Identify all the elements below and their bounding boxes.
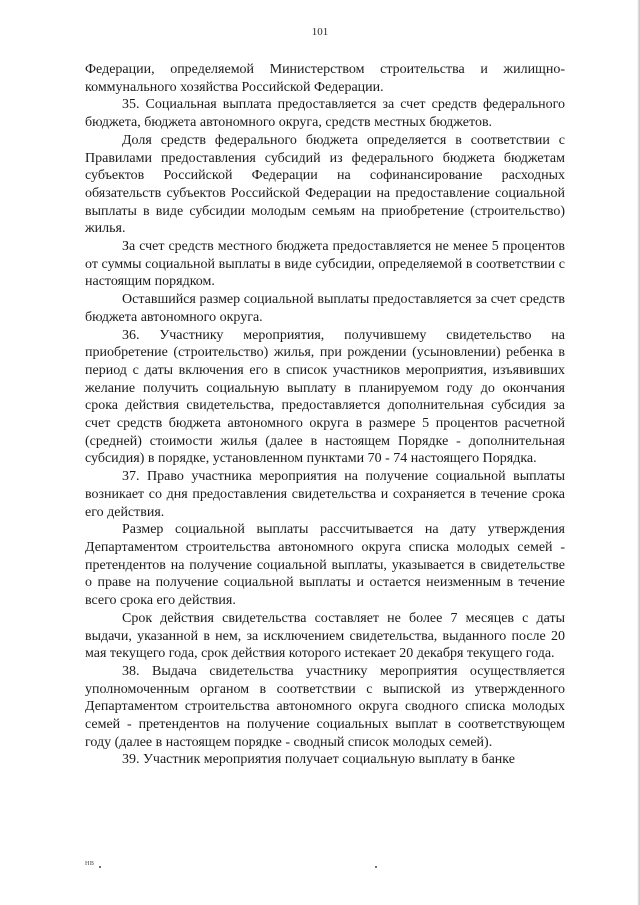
scan-dot — [375, 866, 377, 868]
paragraph: 35. Социальная выплата предоставляется за счет средств федерального бюджета, бюджета автономного округа, средств местных бюджетов. — [85, 97, 565, 131]
scan-dot — [99, 866, 101, 868]
paragraph: 39. Участник мероприятия получает социальную выплату в банке — [122, 752, 515, 768]
paragraph: За счет средств местного бюджета предоставляется не менее 5 процентов от суммы социальной выплаты в виде субсидии, определяемой в соответствии с настоящим порядком. — [85, 239, 565, 290]
paragraph: Доля средств федерального бюджета определяется в соответствии с Правилами предоставления субсидий из федерального бюджета бюджетам субъектов Российской Федерации на софинансирование расходных обязательств субъектов Российской Федерации на предоставление социальной выплаты в виде субсидии молодым семьям на приобретение (строительство) жилья. — [85, 132, 565, 237]
paragraph: Размер социальной выплаты рассчитывается на дату утверждения Департаментом строительства автономного округа списка молодых семей - претендентов на получение социальной выплаты, указывается в свидетельстве о праве на получение социальной выплаты и остается неизменным в течение всего срока его действия. — [85, 522, 565, 609]
paragraph: Оставшийся размер социальной выплаты предоставляется за счет средств бюджета автономного округа. — [85, 292, 565, 325]
document-body — [85, 61, 565, 769]
paragraph: 38. Выдача свидетельства участнику мероприятия осуществляется уполномоченным органом в соответствии с выпиской из утвержденного Департаментом строительства автономного округа сводного списка молодых семей - претендентов на получение социальных выплат в соответствующем году (далее в настоящем порядке - сводный список молодых семей). — [85, 663, 565, 750]
paragraph: Срок действия свидетельства составляет не более 7 месяцев с даты выдачи, указанной в нем, за исключением свидетельства, выданного после 20 мая текущего года, срок действия которого истекает 20 декабря текущего года. — [85, 610, 565, 662]
page-number: 101 — [311, 26, 329, 38]
paragraph: Федерации, определяемой Министерством строительства и жилищно-коммунального хозяйства Российской Федерации. — [85, 62, 565, 95]
footer-mark: HB — [85, 861, 95, 867]
paragraph: 36. Участнику мероприятия, получившему свидетельство на приобретение (строительство) жилья, при рождении (усыновлении) ребенка в период с даты включения его в список участников мероприятия, изъявивших желание получить социальную выплату в планируемом году до окончания срока действия свидетельства, предоставляется дополнительная субсидия за счет средств бюджета автономного округа в размере 5 процентов расчетной (средней) стоимости жилья (далее в настоящем Порядке - дополнительная субсидия) в порядке, установленном пунктами 70 - 74 настоящего Порядка. — [85, 327, 565, 467]
paragraph: 37. Право участника мероприятия на получение социальной выплаты возникает со дня предоставления свидетельства и сохраняется в течение срока его действия. — [85, 469, 565, 520]
